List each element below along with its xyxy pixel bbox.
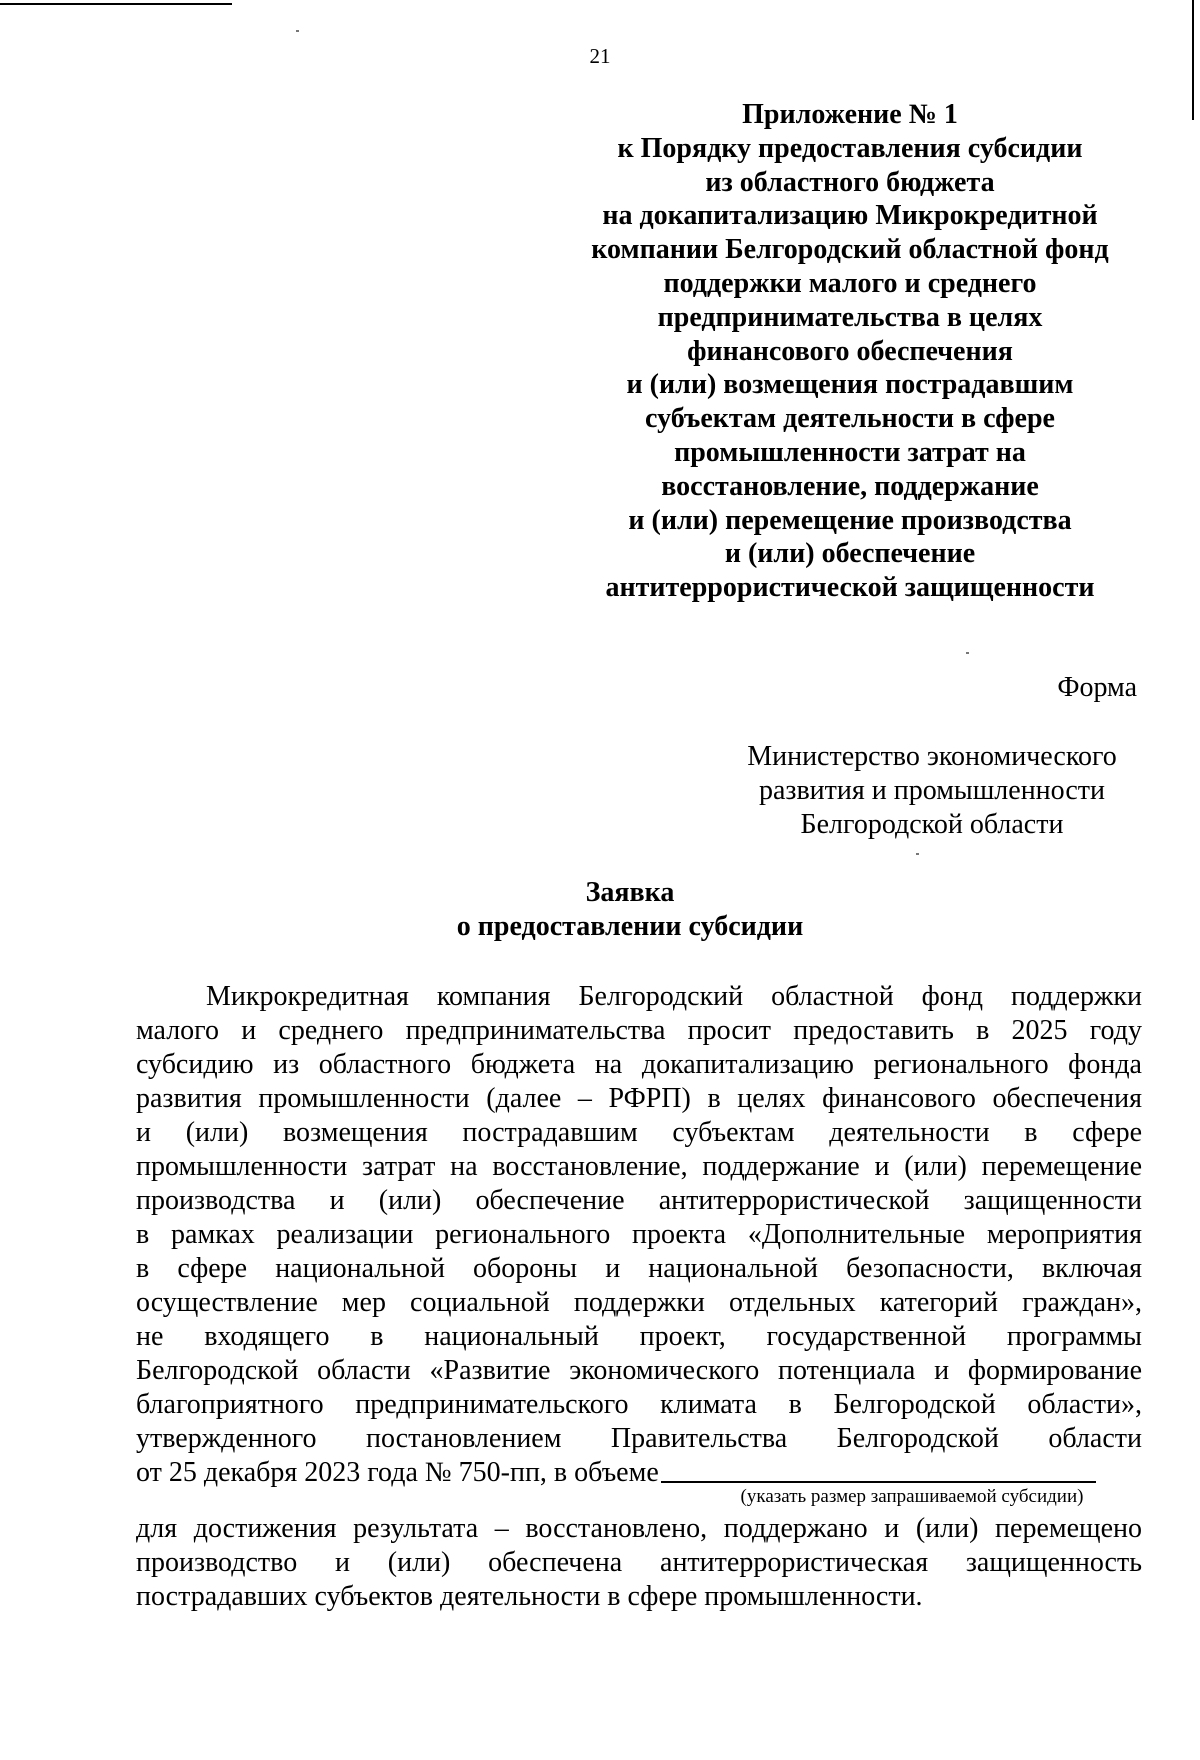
paragraph-line: пострадавших субъектов деятельности в сфере промышленности. <box>136 1581 923 1612</box>
scan-speck <box>916 853 919 855</box>
appendix-line: предпринимательства в целях <box>657 301 1043 333</box>
paragraph-line: субсидию из областного бюджета на докапитализацию регионального фонда <box>136 1049 1142 1080</box>
document-title <box>0 876 1200 944</box>
paragraph-line: Белгородской области «Развитие экономического потенциала и формирование <box>136 1355 1142 1386</box>
addressee-block <box>722 740 1142 842</box>
paragraph-line: для достижения результата – восстановлено, поддержано и (или) перемещено <box>136 1513 1142 1544</box>
appendix-line: на докапитализацию Микрокредитной <box>602 200 1098 232</box>
title-subline: о предоставлении субсидии <box>456 911 804 942</box>
page-number: 21 <box>589 44 611 68</box>
addressee-line: развития и промышленности <box>758 775 1106 806</box>
request-paragraph <box>136 980 1142 1490</box>
appendix-line: антитеррористической защищенности <box>605 572 1095 604</box>
appendix-line: восстановление, поддержание <box>661 470 1039 502</box>
paragraph-line: производство и (или) обеспечена антитеррористическая защищенность <box>136 1547 1142 1578</box>
paragraph-line: благоприятного предпринимательского климата в Белгородской области», <box>136 1389 1142 1420</box>
appendix-line: и (или) перемещение производства <box>628 504 1072 536</box>
scan-edge-rule <box>1192 0 1194 120</box>
scan-speck <box>966 652 969 654</box>
appendix-line: Приложение № 1 <box>742 99 958 130</box>
paragraph-line: и (или) возмещения пострадавшим субъектам деятельности в сфере <box>136 1117 1142 1148</box>
form-label: Форма <box>1057 672 1137 703</box>
appendix-line: и (или) обеспечение <box>724 538 976 570</box>
paragraph-line: промышленности затрат на восстановление, поддержание и (или) перемещение <box>136 1151 1142 1182</box>
addressee-line: Белгородской области <box>800 809 1064 840</box>
appendix-line: финансового обеспечения <box>687 335 1013 367</box>
paragraph-line: малого и среднего предпринимательства просит предоставить в 2025 году <box>136 1015 1142 1046</box>
appendix-line: из областного бюджета <box>705 166 995 198</box>
appendix-line: компании Белгородский областной фонд <box>591 234 1109 266</box>
addressee-line: Министерство экономического <box>747 741 1117 772</box>
appendix-line: поддержки малого и среднего <box>663 267 1037 299</box>
paragraph-line: Микрокредитная компания Белгородский областной фонд поддержки <box>206 981 1142 1012</box>
appendix-line: промышленности затрат на <box>674 436 1026 468</box>
paragraph-line-with-blank <box>136 1456 1142 1490</box>
paragraph-line: осуществление мер социальной поддержки отдельных категорий граждан», <box>136 1287 1142 1318</box>
paragraph-line-text: от 25 декабря 2023 года № 750-пп, в объеме <box>136 1457 659 1488</box>
appendix-heading <box>560 98 1140 605</box>
amount-hint: (указать размер запрашиваемой субсидии) <box>740 1486 1084 1507</box>
scan-top-rule <box>0 3 232 5</box>
paragraph-line: производства и (или) обеспечение антитеррористической защищенности <box>136 1185 1142 1216</box>
appendix-line: и (или) возмещения пострадавшим <box>626 369 1074 401</box>
scan-speck <box>296 30 299 32</box>
paragraph-line: не входящего в национальный проект, государственной программы <box>136 1321 1142 1352</box>
appendix-line: к Порядку предоставления субсидии <box>617 132 1083 164</box>
title-line: Заявка <box>585 877 675 908</box>
paragraph-line: развития промышленности (далее – РФРП) в целях финансового обеспечения <box>136 1083 1142 1114</box>
paragraph-line: в рамках реализации регионального проекта «Дополнительные мероприятия <box>136 1219 1142 1250</box>
appendix-line: субъектам деятельности в сфере <box>645 403 1055 435</box>
result-paragraph <box>136 1512 1142 1614</box>
paragraph-line: в сфере национальной обороны и национальной безопасности, включая <box>136 1253 1142 1284</box>
subsidy-amount-blank <box>661 1481 1096 1483</box>
paragraph-line: утвержденного постановлением Правительства Белгородской области <box>136 1423 1142 1454</box>
